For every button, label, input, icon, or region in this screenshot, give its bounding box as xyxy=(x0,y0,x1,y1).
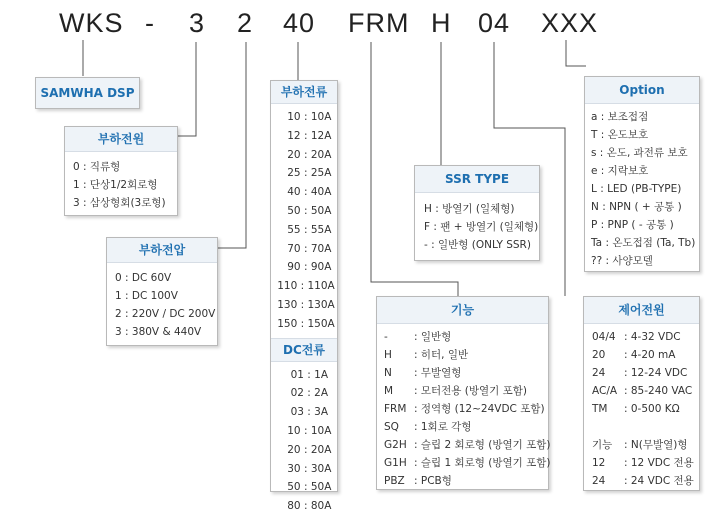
list-item xyxy=(592,346,691,364)
load-voltage-list xyxy=(107,263,217,345)
item-value: 50A xyxy=(310,204,332,217)
item-key: 24 xyxy=(592,367,606,379)
item-key: 130 xyxy=(277,298,298,311)
item-key: 50 xyxy=(287,204,301,217)
code-load-power: 3 xyxy=(189,8,206,38)
list-item: 3 : 380V & 440V xyxy=(115,326,202,338)
load-voltage-title: 부하전압 xyxy=(107,238,217,263)
code-dash: - xyxy=(145,8,155,38)
item-key: 70 xyxy=(287,242,301,255)
list-item xyxy=(384,364,540,382)
list-item: 12 : 12A xyxy=(271,127,337,146)
function-box xyxy=(376,296,549,490)
item-value: : 1회로 각형 xyxy=(414,421,472,433)
item-value: 80A xyxy=(310,500,332,513)
connector-load-power xyxy=(176,42,196,136)
list-item xyxy=(592,364,691,382)
list-item: 20 : 20A xyxy=(271,441,337,460)
list-item: 55 : 55A xyxy=(271,221,337,240)
load-current-list xyxy=(271,104,337,336)
item-value: 3A xyxy=(314,406,329,419)
item-value: : 정역형 (12~24VDC 포함) xyxy=(414,403,545,415)
ssr-type-list xyxy=(415,193,539,258)
item-key: 20 xyxy=(287,443,301,456)
list-item: 130 : 130A xyxy=(271,296,337,315)
item-key: 55 xyxy=(287,223,301,236)
load-current-title: 부하전류 xyxy=(271,81,337,104)
list-item: 1 : DC 100V xyxy=(115,290,178,302)
item-value: 2A xyxy=(314,387,329,400)
list-item: 50 : 50A xyxy=(271,202,337,221)
list-item xyxy=(384,400,545,418)
code-control-power: 04 xyxy=(478,8,511,38)
item-value: 40A xyxy=(310,186,332,199)
item-value: : 24 VDC 전용 xyxy=(624,475,694,487)
dc-current-list xyxy=(271,362,337,518)
list-item: 10 : 10A xyxy=(271,108,337,127)
list-item: 0 : 직류형 xyxy=(73,161,121,173)
item-key: - xyxy=(384,331,388,343)
option-title: Option xyxy=(585,77,699,104)
list-item: 110 : 110A xyxy=(271,277,337,296)
item-key: 50 xyxy=(287,481,301,494)
list-item: F : 팬 + 방열기 (일체형) xyxy=(424,221,539,233)
list-item: 40 : 40A xyxy=(271,183,337,202)
item-value: : 일반형 xyxy=(414,331,452,343)
list-item xyxy=(384,328,540,346)
item-key: 24 xyxy=(592,475,606,487)
item-value: : 무발열형 xyxy=(414,367,462,379)
item-key: 03 xyxy=(290,406,304,419)
list-item xyxy=(384,436,551,454)
item-value: : 85-240 VAC xyxy=(624,385,693,397)
item-value: : PCB형 xyxy=(414,475,452,487)
item-value: 20A xyxy=(310,443,332,456)
item-value: 10A xyxy=(310,111,332,123)
item-key: G2H xyxy=(384,439,407,451)
item-key: 12 xyxy=(592,457,606,469)
list-item: 02 : 2A xyxy=(271,384,337,403)
item-key: 110 xyxy=(277,280,298,293)
load-power-title: 부하전원 xyxy=(65,127,177,152)
list-item: 10 : 10A xyxy=(271,422,337,441)
item-value: 70A xyxy=(310,242,332,255)
item-key: 150 xyxy=(277,317,298,330)
brand-label: SAMWHA DSP xyxy=(36,78,139,108)
list-item: 0 : DC 60V xyxy=(115,272,172,284)
load-current-box xyxy=(270,80,338,513)
list-item: 25 : 25A xyxy=(271,164,337,183)
item-key: AC/A xyxy=(592,385,618,397)
item-value: 20A xyxy=(310,148,332,161)
list-item xyxy=(592,328,691,346)
list-item: T : 온도보호 xyxy=(591,129,649,141)
list-item xyxy=(384,418,540,436)
brand-box xyxy=(35,77,140,109)
item-value: : 0-500 KΩ xyxy=(624,403,680,415)
item-key: 10 xyxy=(287,111,301,123)
list-item xyxy=(592,454,694,472)
item-key: FRM xyxy=(384,403,407,415)
list-item: 30 : 30A xyxy=(271,460,337,479)
list-item: 20 : 20A xyxy=(271,146,337,165)
load-voltage-box xyxy=(106,237,218,346)
item-key: 01 xyxy=(290,368,304,381)
list-item xyxy=(384,472,540,490)
ssr-type-box xyxy=(414,165,540,261)
item-value: 12A xyxy=(310,129,332,142)
list-item: 1 : 단상1/2회로형 xyxy=(73,179,158,191)
list-item: Ta : 온도접점 (Ta, Tb) xyxy=(591,237,696,249)
connector-option xyxy=(566,40,586,66)
item-value: : 모터전용 (방열기 포함) xyxy=(414,385,528,397)
list-item: 3 : 삼상형회(3로형) xyxy=(73,197,166,209)
control-power-box xyxy=(583,296,700,491)
load-power-list xyxy=(65,152,177,216)
item-value: 110A xyxy=(307,280,335,293)
list-item xyxy=(384,454,551,472)
function-list xyxy=(377,324,551,494)
item-value: : 12 VDC 전용 xyxy=(624,457,694,469)
item-key: 04/4 xyxy=(592,331,616,343)
item-key: 90 xyxy=(287,261,301,274)
list-item xyxy=(384,382,540,400)
ssr-type-title: SSR TYPE xyxy=(415,166,539,193)
list-item xyxy=(592,400,691,418)
item-key: 30 xyxy=(287,462,301,475)
item-key: 02 xyxy=(290,387,304,400)
list-item: s : 온도, 과전류 보호 xyxy=(591,147,688,159)
item-value: 50A xyxy=(310,481,332,494)
option-list xyxy=(585,104,699,274)
list-item: 03 : 3A xyxy=(271,403,337,422)
list-item: H : 방열기 (일체형) xyxy=(424,203,515,215)
list-item: - : 일반형 (ONLY SSR) xyxy=(424,239,531,251)
item-value: : 4-20 mA xyxy=(624,349,676,361)
function-title: 기능 xyxy=(377,297,548,324)
list-item xyxy=(592,418,691,436)
code-function: FRM xyxy=(348,8,410,38)
list-item xyxy=(592,472,694,490)
list-item: P : PNP ( - 공통 ) xyxy=(591,219,674,231)
code-ssr-type: H xyxy=(431,8,452,38)
item-value: 150A xyxy=(307,317,335,330)
item-value: 55A xyxy=(310,223,332,236)
list-item: 70 : 70A xyxy=(271,240,337,259)
item-key: N xyxy=(384,367,392,379)
option-box xyxy=(584,76,700,272)
item-value: : 4-32 VDC xyxy=(624,331,681,343)
item-value: : 슬립 1 회로형 (방열기 포함) xyxy=(414,457,551,469)
item-key: H xyxy=(384,349,392,361)
load-power-box xyxy=(64,126,178,216)
list-item: a : 보조접점 xyxy=(591,111,649,123)
item-value: : 히터, 일반 xyxy=(414,349,469,361)
item-value: 90A xyxy=(310,261,332,274)
list-item: 50 : 50A xyxy=(271,478,337,497)
list-item: 90 : 90A xyxy=(271,258,337,277)
control-power-list xyxy=(584,324,699,494)
list-item: 01 : 1A xyxy=(271,366,337,385)
item-value: : N(무발열)형 xyxy=(624,439,688,451)
list-item: N : NPN ( + 공통 ) xyxy=(591,201,682,213)
item-value: 130A xyxy=(307,298,335,311)
dc-current-title: DC전류 xyxy=(271,338,337,362)
item-value: : 슬립 2 회로형 (방열기 포함) xyxy=(414,439,551,451)
connector-load-voltage xyxy=(216,42,246,248)
item-key: TM xyxy=(592,403,608,415)
item-key: G1H xyxy=(384,457,407,469)
item-value: 1A xyxy=(314,368,329,381)
list-item xyxy=(384,346,540,364)
item-key: 10 xyxy=(287,424,301,437)
list-item xyxy=(592,382,691,400)
item-key: 20 xyxy=(592,349,606,361)
list-item xyxy=(592,436,691,454)
list-item: L : LED (PB-TYPE) xyxy=(591,183,682,195)
item-key: PBZ xyxy=(384,475,405,487)
item-value: : 12-24 VDC xyxy=(624,367,688,379)
item-value: 25A xyxy=(310,167,332,180)
list-item: ?? : 사양모델 xyxy=(591,255,653,267)
code-option: XXX xyxy=(541,8,599,38)
list-item: 150 : 150A xyxy=(271,315,337,334)
item-key: 12 xyxy=(287,129,301,142)
item-key: M xyxy=(384,385,394,397)
code-series: WKS xyxy=(59,8,124,38)
code-load-current: 40 xyxy=(283,8,316,38)
item-key: 기능 xyxy=(592,439,613,451)
list-item: 2 : 220V / DC 200V xyxy=(115,308,216,320)
item-key: 40 xyxy=(287,186,301,199)
item-key: 25 xyxy=(287,167,301,180)
list-item: 80 : 80A xyxy=(271,497,337,516)
item-value: 10A xyxy=(310,424,332,437)
code-load-voltage: 2 xyxy=(237,8,254,38)
control-power-title: 제어전원 xyxy=(584,297,699,324)
item-key: SQ xyxy=(384,421,399,433)
item-key: 80 xyxy=(287,500,301,513)
item-key: 20 xyxy=(287,148,301,161)
list-item: e : 지락보호 xyxy=(591,165,649,177)
item-value: 30A xyxy=(310,462,332,475)
